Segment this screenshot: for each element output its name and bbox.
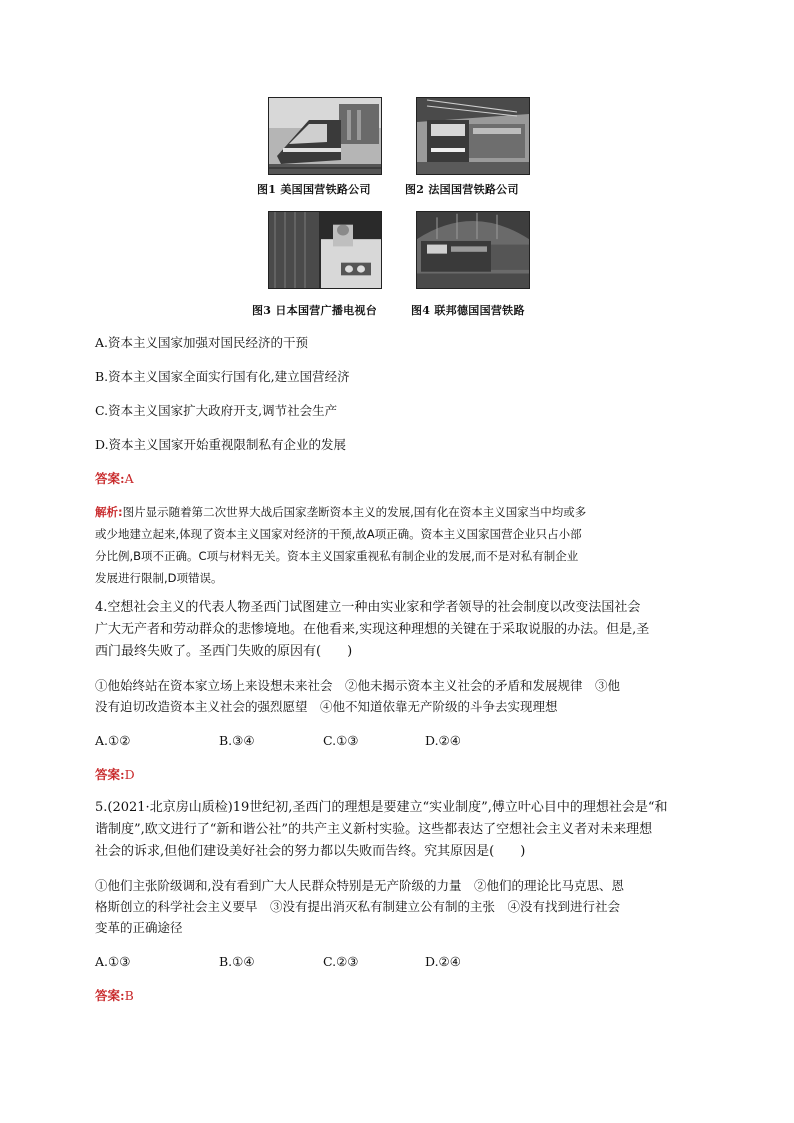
q4-answer [95, 765, 135, 785]
q3-option-c: C.资本主义国家扩大政府开支,调节社会生产 [95, 403, 338, 418]
q5-stem-line-2: 谐制度”,欧文进行了“新和谐公社”的共产主义新村实验。这些都表达了空想社会主义者对未来理想 [95, 822, 653, 837]
answer-label: 答案: [95, 767, 125, 782]
q3-answer [95, 469, 134, 489]
q5-choice-b: B.①④ [219, 954, 255, 969]
q5-items-line-1: ①他们主张阶级调和,没有看到广大人民群众特别是无产阶级的力量 ②他们的理论比马克思、恩 [95, 878, 624, 893]
answer-value: B [124, 988, 134, 1003]
germany-train-photo [416, 211, 530, 289]
answer-label: 答案: [95, 471, 125, 486]
q4-choice-c: C.①③ [323, 733, 359, 748]
q4-items-line-1: ①他始终站在资本家立场上来设想未来社会 ②他未揭示资本主义社会的矛盾和发展规律 ③他 [95, 678, 621, 693]
q5-choice-a: A.①③ [95, 954, 131, 969]
q3-option-b: B.资本主义国家全面实行国有化,建立国营经济 [95, 369, 350, 384]
q4-choice-d: D.②④ [425, 733, 461, 748]
q4-stem-line-2: 广大无产者和劳动群众的悲惨境地。在他看来,实现这种理想的关键在于采取说服的办法。但是,圣 [95, 622, 650, 637]
france-train-photo [416, 97, 530, 175]
q4-stem-line-3: 西门最终失败了。圣西门失败的原因有( ) [95, 644, 353, 659]
figure-caption-3: 图3 日本国营广播电视台 [252, 304, 378, 317]
q5-stem-line-3: 社会的诉求,但他们建设美好社会的努力都以失败而告终。究其原因是( ) [95, 844, 526, 859]
q3-explanation-line-3: 分比例,B项不正确。C项与材料无关。资本主义国家重视私有制企业的发展,而不是对私有制企业 [95, 549, 579, 563]
q4-choices [95, 731, 461, 751]
nhk-building-photo [268, 211, 382, 289]
q4-choice-a: A.①② [95, 733, 131, 748]
q3-explanation-line-1 [95, 502, 586, 522]
us-train-photo [268, 97, 382, 175]
q4-choice-b: B.③④ [219, 733, 255, 748]
q3-explanation-line-2: 或少地建立起来,体现了资本主义国家对经济的干预,故A项正确。资本主义国家国营企业只占小部 [95, 527, 582, 541]
figure-caption-2: 图2 法国国营铁路公司 [405, 183, 519, 196]
q5-choices [95, 952, 461, 972]
answer-value: D [124, 767, 135, 782]
q3-option-d: D.资本主义国家开始重视限制私有企业的发展 [95, 437, 347, 452]
q4-stem-line-1: 4.空想社会主义的代表人物圣西门试图建立一种由实业家和学者领导的社会制度以改变法国社会 [95, 600, 641, 615]
figure-caption-1: 图1 美国国营铁路公司 [257, 183, 371, 196]
q5-choice-c: C.②③ [323, 954, 359, 969]
q5-choice-d: D.②④ [425, 954, 461, 969]
q4-items-line-2: 没有迫切改造资本主义社会的强烈愿望 ④他不知道依靠无产阶级的斗争去实现理想 [95, 699, 558, 714]
q5-stem-line-1: 5.(2021·北京房山质检)19世纪初,圣西门的理想是要建立“实业制度”,傅立叶心目中的理想社会是“和 [95, 800, 668, 815]
explanation-label: 解析: [95, 505, 123, 519]
explanation-text: 图片显示随着第二次世界大战后国家垄断资本主义的发展,国有化在资本主义国家当中均或多 [122, 505, 587, 519]
q5-items-line-2: 格斯创立的科学社会主义要早 ③没有提出消灭私有制建立公有制的主张 ④没有找到进行社会 [95, 899, 621, 914]
answer-value: A [124, 471, 134, 486]
q3-explanation-line-4: 发展进行限制,D项错误。 [95, 571, 223, 585]
q3-option-a: A.资本主义国家加强对国民经济的干预 [95, 335, 309, 350]
q5-items-line-3: 变革的正确途径 [95, 920, 183, 935]
figure-caption-4: 图4 联邦德国国营铁路 [411, 304, 525, 317]
answer-label: 答案: [95, 988, 125, 1003]
q5-answer [95, 986, 134, 1006]
